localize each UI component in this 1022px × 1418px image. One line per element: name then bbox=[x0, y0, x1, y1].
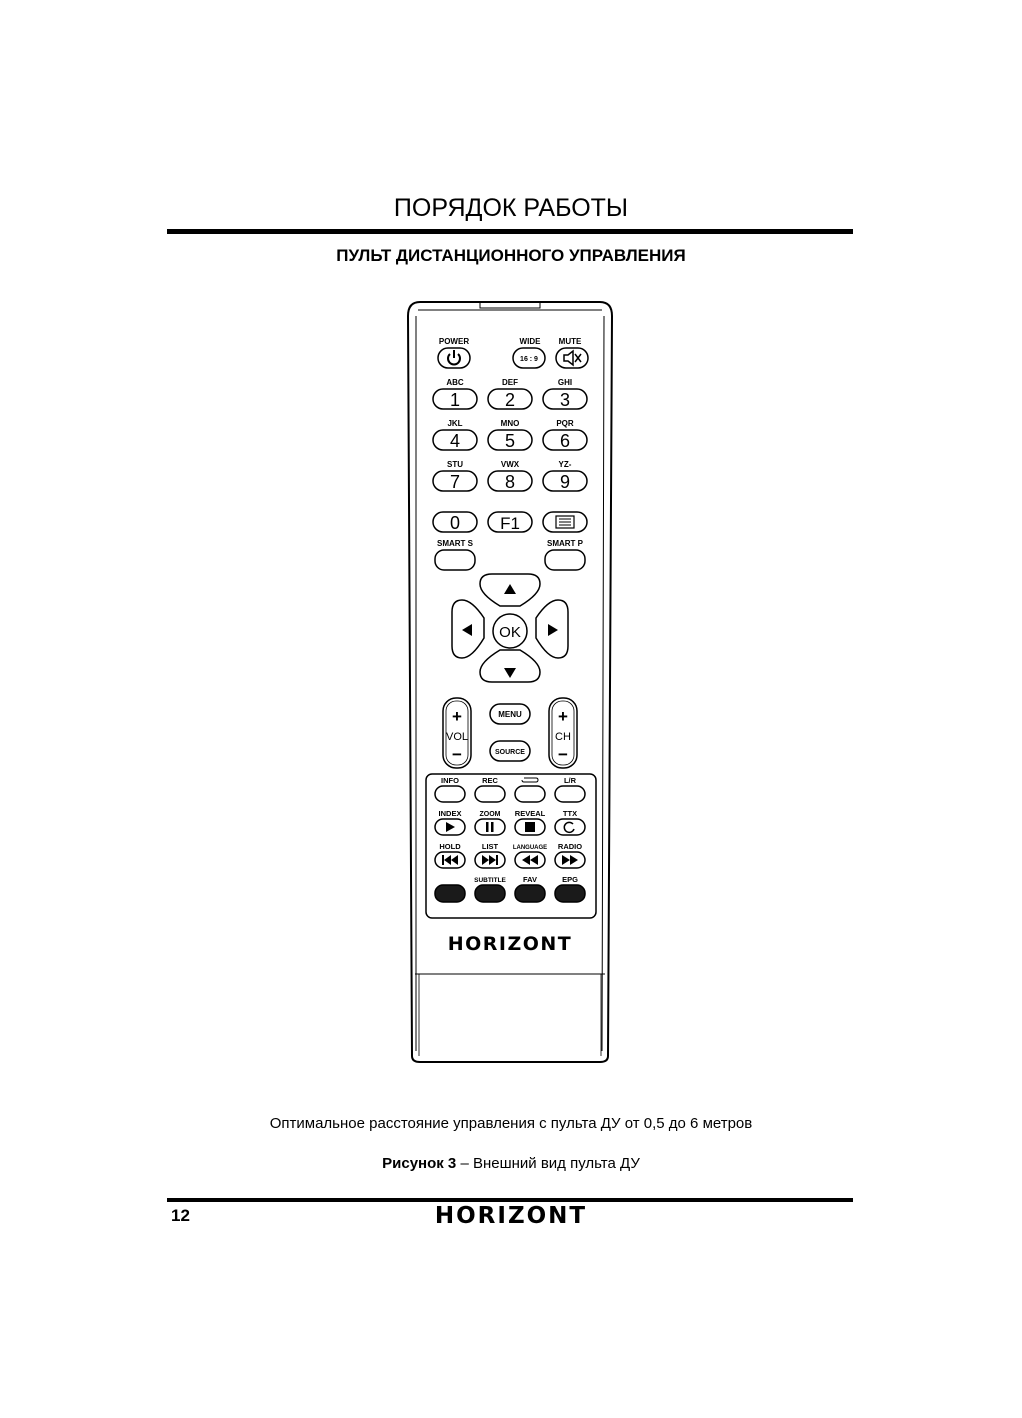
key-letters: PQR bbox=[556, 419, 574, 428]
next-button[interactable] bbox=[475, 852, 505, 868]
zoom-label: ZOOM bbox=[479, 811, 501, 818]
info-button[interactable] bbox=[435, 786, 465, 802]
rec-label: REC bbox=[482, 776, 498, 785]
vol-rocker[interactable] bbox=[443, 698, 471, 768]
key-letters: MNO bbox=[500, 419, 520, 428]
key-letters: GHI bbox=[557, 378, 573, 387]
wide-button-label: 16 : 9 bbox=[520, 356, 538, 363]
language-label: LANGUAGE bbox=[512, 845, 548, 851]
header-rule bbox=[167, 229, 853, 234]
footer-rule bbox=[167, 1198, 853, 1202]
lr-label: L/R bbox=[563, 776, 577, 785]
vol-minus: − bbox=[452, 745, 462, 764]
rewind-button[interactable] bbox=[515, 852, 545, 868]
key-letters: DEF bbox=[502, 378, 518, 387]
red-button[interactable] bbox=[435, 885, 465, 902]
key-digit: 3 bbox=[559, 390, 571, 410]
lr-button[interactable] bbox=[555, 786, 585, 802]
f1-label: F1 bbox=[500, 514, 520, 533]
key-0[interactable] bbox=[433, 512, 477, 533]
key-digit: 1 bbox=[449, 390, 461, 410]
stop-button[interactable] bbox=[515, 819, 545, 835]
menu-label: MENU bbox=[498, 710, 522, 719]
wide-button[interactable] bbox=[513, 348, 545, 368]
blue-button[interactable] bbox=[555, 885, 585, 902]
key-letters: STU bbox=[447, 460, 463, 469]
vol-label: VOL bbox=[445, 731, 469, 743]
key-digit: 8 bbox=[504, 472, 516, 492]
menu-button[interactable] bbox=[490, 704, 530, 724]
key-letters: VWX bbox=[500, 460, 520, 469]
epg-label: EPG bbox=[562, 875, 578, 884]
play-button[interactable] bbox=[435, 819, 465, 835]
key-digit: 7 bbox=[449, 472, 461, 492]
list-label: LIST bbox=[481, 842, 499, 851]
key-letters: ABC bbox=[446, 378, 464, 387]
figure-caption bbox=[0, 1155, 1022, 1172]
vol-plus: + bbox=[452, 707, 462, 726]
key-digit: 9 bbox=[559, 472, 571, 492]
remote-brand-logo: HORIZONT bbox=[447, 933, 573, 955]
prev-button[interactable] bbox=[435, 852, 465, 868]
ch-rocker[interactable] bbox=[549, 698, 577, 768]
f1-button[interactable] bbox=[488, 512, 532, 533]
power-button[interactable] bbox=[438, 348, 470, 368]
ch-minus: − bbox=[558, 745, 568, 764]
smart-s-button[interactable] bbox=[435, 550, 475, 570]
keypad bbox=[433, 378, 587, 492]
pause-button[interactable] bbox=[475, 819, 505, 835]
key-digit: 6 bbox=[559, 431, 571, 451]
smart-p-label: SMART P bbox=[547, 539, 583, 548]
yellow-button[interactable] bbox=[515, 885, 545, 902]
footer-brand-logo: HORIZONT bbox=[434, 1203, 588, 1229]
recall-button[interactable] bbox=[515, 786, 545, 802]
source-button[interactable] bbox=[490, 741, 530, 761]
subtitle-label: SUBTITLE bbox=[474, 877, 506, 884]
mute-label: MUTE bbox=[558, 337, 582, 346]
smart-p-button[interactable] bbox=[545, 550, 585, 570]
key-letters: YZ- bbox=[558, 460, 572, 469]
ok-button[interactable] bbox=[493, 614, 527, 648]
radio-label: RADIO bbox=[557, 842, 583, 851]
fav-label: FAV bbox=[522, 875, 538, 884]
ttx-button[interactable] bbox=[555, 819, 585, 835]
smart-s-label: SMART S bbox=[437, 539, 473, 548]
key-digit: 4 bbox=[449, 431, 461, 451]
list-button[interactable] bbox=[543, 512, 587, 532]
page-number: 12 bbox=[171, 1206, 190, 1225]
mute-button[interactable] bbox=[556, 348, 588, 368]
fast-forward-button[interactable] bbox=[555, 852, 585, 868]
key-letters: JKL bbox=[447, 419, 463, 428]
ok-label: OK bbox=[499, 624, 521, 641]
reveal-label: REVEAL bbox=[514, 809, 546, 818]
ch-label: CH bbox=[555, 731, 571, 743]
key-digit: 5 bbox=[504, 431, 516, 451]
wide-label: WIDE bbox=[519, 337, 541, 346]
stop-icon bbox=[525, 822, 535, 832]
source-label: SOURCE bbox=[495, 749, 525, 756]
key-digit: 0 bbox=[449, 513, 461, 533]
ch-plus: + bbox=[558, 707, 568, 726]
info-label: INFO bbox=[441, 776, 459, 785]
rec-button[interactable] bbox=[475, 786, 505, 802]
green-button[interactable] bbox=[475, 885, 505, 902]
figure-caption-text: – Внешний вид пульта ДУ bbox=[456, 1155, 640, 1172]
section-title: ПУЛЬТ ДИСТАНЦИОННОГО УПРАВЛЕНИЯ bbox=[336, 246, 686, 265]
range-note: Оптимальное расстояние управления с пульта ДУ от 0,5 до 6 метров bbox=[269, 1115, 753, 1132]
key-digit: 2 bbox=[504, 390, 516, 410]
page-title: ПОРЯДОК РАБОТЫ bbox=[393, 194, 629, 222]
ttx-label: TTX bbox=[562, 809, 578, 818]
figure-caption-label: Рисунок 3 bbox=[382, 1155, 457, 1172]
power-label: POWER bbox=[438, 337, 470, 346]
index-label: INDEX bbox=[438, 809, 462, 818]
hold-label: HOLD bbox=[439, 842, 461, 851]
remote-control-figure bbox=[400, 296, 620, 1068]
